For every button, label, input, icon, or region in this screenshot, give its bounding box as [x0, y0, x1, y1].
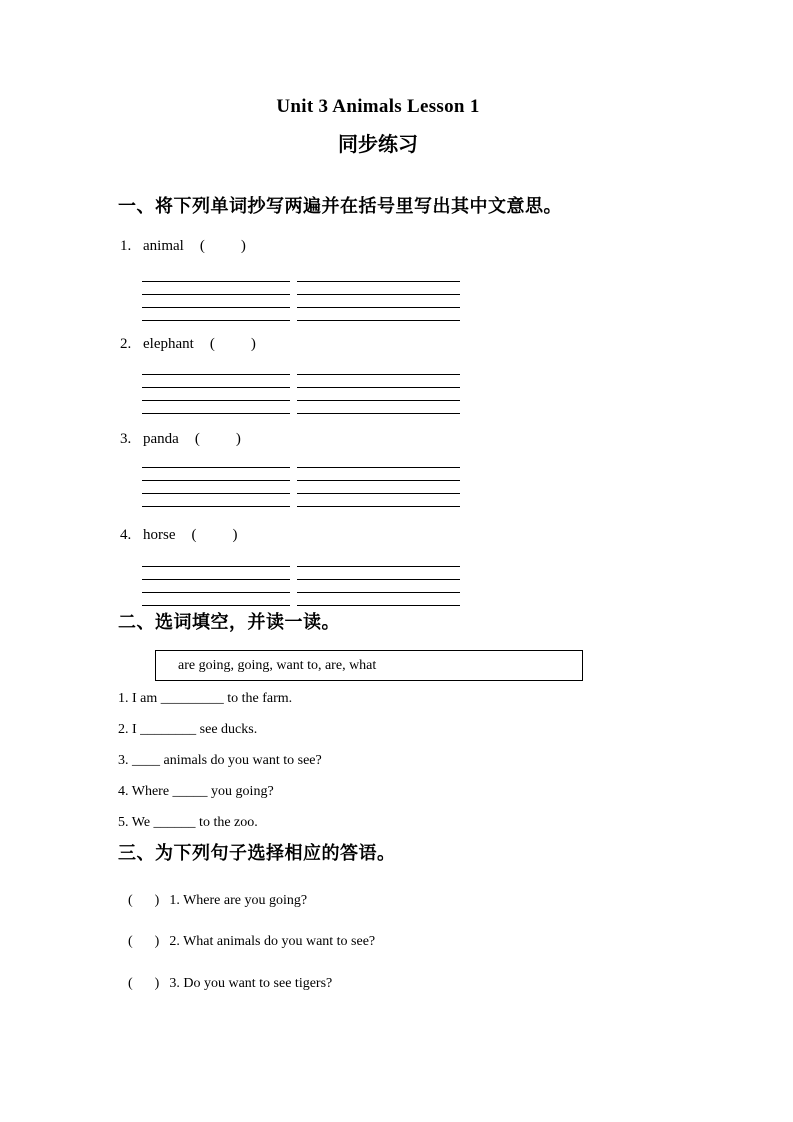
paren-open: ( — [209, 336, 215, 352]
writing-line — [297, 455, 460, 468]
vocab-item-word: panda — [143, 431, 179, 447]
writing-line — [142, 567, 290, 580]
writing-line — [297, 481, 460, 494]
writing-line-row — [142, 580, 460, 593]
writing-line — [297, 494, 460, 507]
writing-line-row — [142, 567, 460, 580]
writing-line — [297, 580, 460, 593]
vocab-item-word: horse — [143, 527, 176, 543]
writing-lines — [142, 362, 460, 414]
paren-open: ( — [199, 238, 205, 254]
writing-line — [297, 593, 460, 606]
answer-item-text: 3. Do you want to see tigers? — [169, 976, 333, 991]
paren-open: ( — [194, 431, 200, 447]
vocab-item-row — [118, 527, 638, 544]
answer-item-text: 1. Where are you going? — [169, 893, 308, 908]
writing-line-row — [142, 308, 460, 321]
page-subtitle: 同步练习 — [338, 134, 418, 156]
answer-item-text: 2. What animals do you want to see? — [169, 934, 376, 949]
writing-line — [142, 295, 290, 308]
writing-line — [142, 455, 290, 468]
writing-line — [142, 282, 290, 295]
vocab-item — [118, 238, 638, 321]
writing-line-row — [142, 295, 460, 308]
fill-blank-sentence: 1. I am _________ to the farm. — [118, 691, 293, 706]
meaning-brackets — [195, 431, 241, 447]
word-bank-box — [155, 650, 583, 681]
writing-line — [142, 580, 290, 593]
writing-line — [297, 282, 460, 295]
vocab-item-word: elephant — [143, 336, 194, 352]
meaning-brackets — [210, 336, 256, 352]
answer-item — [118, 892, 638, 909]
paren-close: ) — [235, 431, 241, 447]
writing-line — [142, 375, 290, 388]
vocab-item-number: 2. — [120, 336, 132, 352]
writing-line-row — [142, 494, 460, 507]
fill-blank-sentence: 2. I ________ see ducks. — [118, 722, 258, 737]
meaning-brackets — [200, 238, 246, 254]
section-one-heading: 一、将下列单词抄写两遍并在括号里写出其中文意思。 — [118, 196, 562, 216]
writing-line — [297, 468, 460, 481]
section-two-heading: 二、选词填空，并读一读。 — [118, 612, 340, 632]
paren-close: ) — [240, 238, 246, 254]
vocab-item-row — [118, 336, 638, 353]
word-bank-text: are going, going, want to, are, what — [178, 658, 377, 673]
paren-close: ) — [154, 893, 160, 908]
writing-line — [297, 554, 460, 567]
writing-line-row — [142, 481, 460, 494]
writing-line — [297, 295, 460, 308]
paren-open: ( — [128, 976, 133, 991]
writing-lines — [142, 554, 460, 606]
writing-line — [142, 554, 290, 567]
section-three-heading: 三、为下列句子选择相应的答语。 — [118, 843, 396, 863]
paren-close: ) — [154, 934, 160, 949]
writing-line-row — [142, 593, 460, 606]
writing-lines — [142, 455, 460, 507]
paren-open: ( — [128, 893, 133, 908]
paren-open: ( — [128, 934, 133, 949]
vocab-item-number: 4. — [120, 527, 132, 543]
writing-line-row — [142, 388, 460, 401]
writing-line — [142, 494, 290, 507]
writing-line-row — [142, 401, 460, 414]
writing-line — [142, 593, 290, 606]
vocab-item-row — [118, 238, 638, 255]
page-title: Unit 3 Animals Lesson 1 — [276, 96, 480, 117]
vocab-item — [118, 336, 638, 414]
vocab-item — [118, 431, 638, 507]
paren-close: ) — [154, 976, 160, 991]
writing-line — [297, 308, 460, 321]
writing-line — [142, 401, 290, 414]
writing-line — [297, 269, 460, 282]
writing-line-row — [142, 554, 460, 567]
writing-line — [142, 468, 290, 481]
paren-close: ) — [250, 336, 256, 352]
fill-blank-sentence: 5. We ______ to the zoo. — [118, 815, 258, 830]
vocab-item-word: animal — [143, 238, 184, 254]
writing-line — [297, 362, 460, 375]
fill-blank-sentence: 3. ____ animals do you want to see? — [118, 753, 322, 768]
fill-blank-sentence: 4. Where _____ you going? — [118, 784, 274, 799]
vocab-item — [118, 527, 638, 606]
writing-line-row — [142, 468, 460, 481]
meaning-brackets — [192, 527, 238, 543]
paren-close: ) — [232, 527, 238, 543]
writing-line-row — [142, 375, 460, 388]
paren-open: ( — [191, 527, 197, 543]
writing-line — [142, 481, 290, 494]
vocab-item-number: 1. — [120, 238, 132, 254]
answer-item — [118, 975, 638, 992]
writing-line — [142, 388, 290, 401]
writing-line-row — [142, 269, 460, 282]
writing-line — [142, 269, 290, 282]
writing-line — [142, 308, 290, 321]
writing-line — [297, 388, 460, 401]
writing-line — [297, 567, 460, 580]
writing-line-row — [142, 455, 460, 468]
writing-line — [142, 362, 290, 375]
writing-line — [297, 401, 460, 414]
vocab-item-number: 3. — [120, 431, 132, 447]
answer-item — [118, 933, 638, 950]
vocab-item-row — [118, 431, 638, 448]
writing-lines — [142, 269, 460, 321]
writing-line — [297, 375, 460, 388]
writing-line-row — [142, 282, 460, 295]
writing-line-row — [142, 362, 460, 375]
